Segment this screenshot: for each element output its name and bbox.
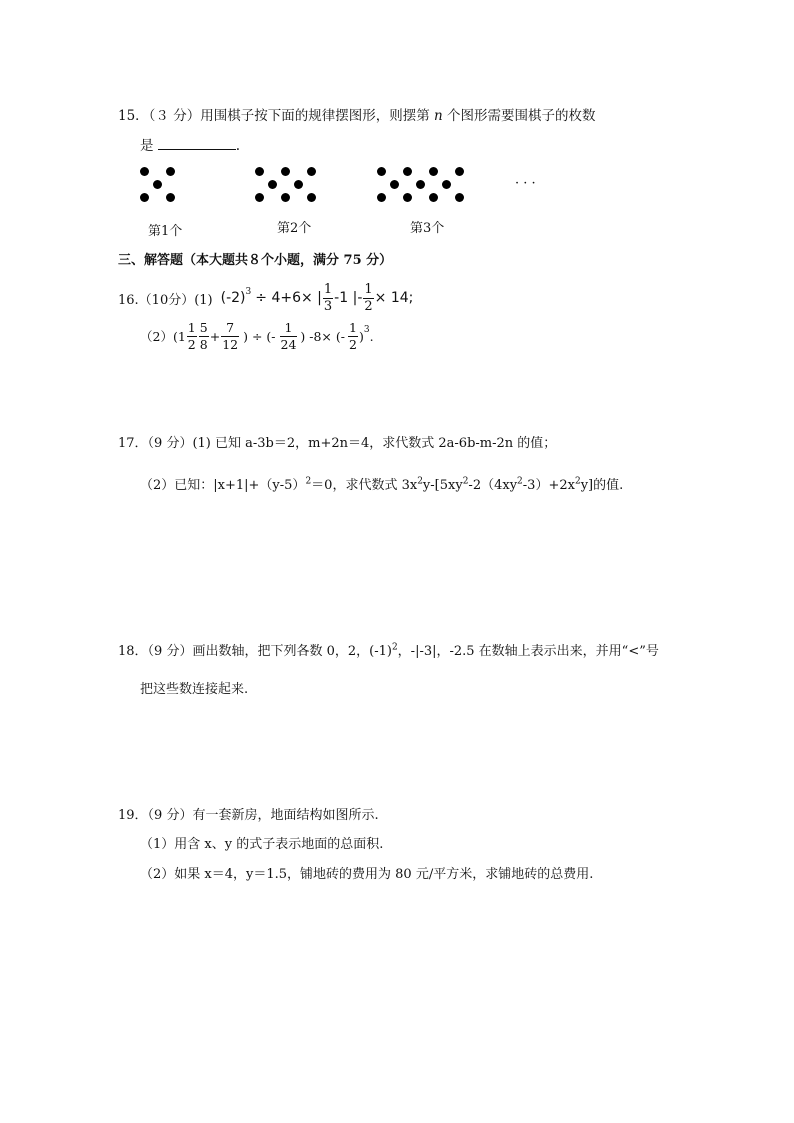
stone-dot [455,167,464,176]
stone-dot [429,167,438,176]
stone-dot [255,193,264,202]
stone-dot [403,167,412,176]
stone-dot [294,180,303,189]
q19-line3: （2）如果 x＝4，y＝1.5，铺地砖的费用为 80 元/平方米，求铺地砖的总费用. [140,867,594,882]
stone-dot [377,167,386,176]
section-heading: 三、解答题（本大题共８个小题，满分 75 分） [118,253,393,268]
stone-dot [281,193,290,202]
stone-dot [307,167,316,176]
q18-line1: 18．（9 分）画出数轴，把下列各数 0，2，$(-1)^2$，-|-3|，-2.5 在数轴上表示出来，并用“<”号 [118,642,659,659]
figure-3-label: 第3个 [410,221,445,236]
figure-2-label: 第2个 [277,221,312,236]
q16-part2: （2）(1 $\frac{1}{2}$ $\frac{5}{8}$ + $\frac{7}{12}$ ) ÷ (- $\frac{1}{24}$ ) -8× (- $\frac{1}{2}$ ) $^3$ . [140,319,374,352]
q18-line2: 把这些数连接起来. [140,682,249,697]
ellipsis: · · · [515,176,536,191]
stone-dot [281,167,290,176]
q15-line1: 15．（３ 分）用围棋子按下面的规律摆图形，则摆第 n 个图形需要围棋子的枚数 [118,108,596,124]
stone-dot [140,167,149,176]
stone-dot [153,180,162,189]
q17-part1: 17．（9 分）(1) 已知 a-3b＝2，m+2n＝4，求代数式 2a-6b-m-2n 的值； [118,436,557,451]
answer-blank[interactable] [158,137,236,150]
stone-dot [140,193,149,202]
figure-1-label: 第1个 [148,224,183,239]
stone-dot [255,167,264,176]
q17-part2: （2）已知：$|x+1|+(y-5)^2=0$，求代数式 $3x^2y-[5xy^2-2(4xy^2-3)+2x^2y]$的值. [140,476,624,493]
stone-dot [429,193,438,202]
stone-dot [166,193,175,202]
stone-dot [268,180,277,189]
q19-line1: 19．（9 分）有一套新房，地面结构如图所示. [118,808,379,823]
stone-dot [390,180,399,189]
q19-line2: （1）用含 x、y 的式子表示地面的总面积. [140,837,384,852]
stone-dot [455,193,464,202]
stone-dot [403,193,412,202]
stone-dot [166,167,175,176]
stone-dot [442,180,451,189]
q15-line2: 是 . [140,138,241,154]
stone-dot [416,180,425,189]
q16-part1: 16.（10分）(1) (-2) $^3$ ÷ 4+6× | $\frac{1}{3}$ -1 | - $\frac{1}{2}$ × 14; [118,281,414,314]
stone-dot [377,193,386,202]
stone-dot [307,193,316,202]
